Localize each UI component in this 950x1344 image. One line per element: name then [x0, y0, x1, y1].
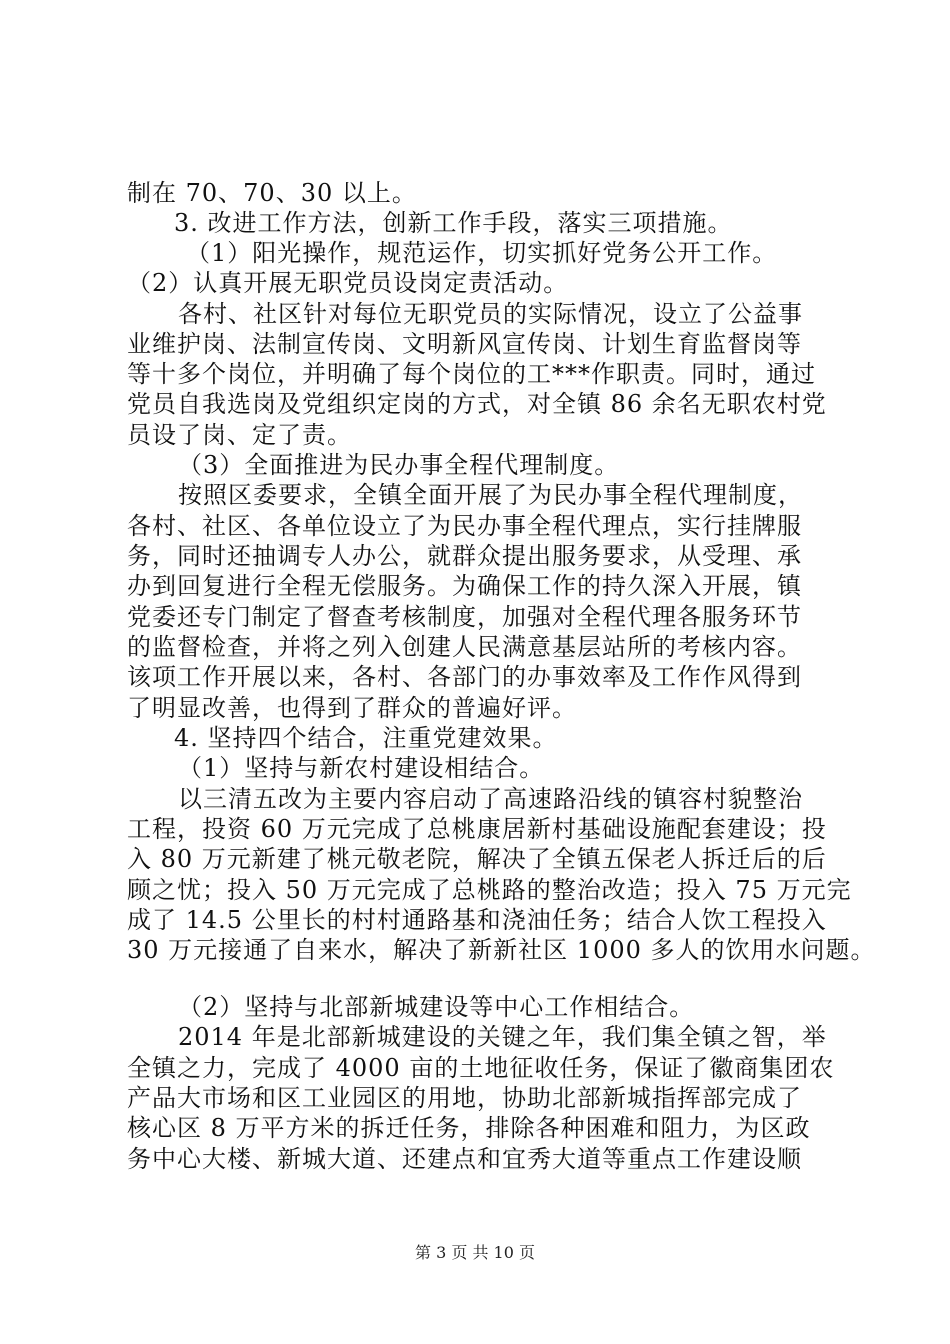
paragraph-line: 工程，投资 60 万元完成了总桃康居新村基础设施配套建设；投: [127, 815, 827, 843]
paragraph-line: 了明显改善，也得到了群众的普遍好评。: [127, 694, 577, 722]
paragraph-line: 各村、社区针对每位无职党员的实际情况，设立了公益事: [178, 300, 803, 328]
paragraph-line: 产品大市场和区工业园区的用地，协助北部新城指挥部完成了: [127, 1084, 802, 1112]
subsection-heading-3: （3）全面推进为民办事全程代理制度。: [178, 451, 620, 479]
section-heading-3: 3. 改进工作方法，创新工作手段，落实三项措施。: [174, 209, 733, 237]
paragraph-line: 办到回复进行全程无偿服务。为确保工作的持久深入开展，镇: [127, 572, 802, 600]
paragraph-line: 以三清五改为主要内容启动了高速路沿线的镇容村貌整治: [178, 785, 803, 813]
subsection-heading-1b: （1）坚持与新农村建设相结合。: [178, 754, 545, 782]
page-number-footer: 第 3 页 共 10 页: [415, 1243, 535, 1262]
paragraph-line: 成了 14.5 公里长的村村通路基和浇油任务；结合人饮工程投入: [127, 906, 827, 934]
paragraph-line: 员设了岗、定了责。: [127, 421, 352, 449]
paragraph-line: 等十多个岗位，并明确了每个岗位的工***作职责。同时，通过: [127, 360, 816, 388]
paragraph-line: 核心区 8 万平方米的拆迁任务，排除各种困难和阻力，为区政: [127, 1114, 811, 1142]
subsection-heading-2: （2）认真开展无职党员设岗定责活动。: [127, 269, 569, 297]
paragraph-line: 该项工作开展以来，各村、各部门的办事效率及工作作风得到: [127, 663, 802, 691]
paragraph-line: 2014 年是北部新城建设的关键之年，我们集全镇之智，举: [178, 1023, 827, 1051]
paragraph-line: 全镇之力，完成了 4000 亩的土地征收任务，保证了徽商集团农: [127, 1054, 835, 1082]
paragraph-line: 30 万元接通了自来水，解决了新新社区 1000 多人的饮用水问题。: [127, 936, 876, 964]
subsection-heading-1: （1）阳光操作，规范运作，切实抓好党务公开工作。: [186, 239, 778, 267]
paragraph-line: 务中心大楼、新城大道、还建点和宜秀大道等重点工作建设顺: [127, 1145, 802, 1173]
section-heading-4: 4. 坚持四个结合，注重党建效果。: [174, 724, 558, 752]
paragraph-line: 务，同时还抽调专人办公，就群众提出服务要求，从受理、承: [127, 542, 802, 570]
paragraph-line: 党委还专门制定了督查考核制度，加强对全程代理各服务环节: [127, 603, 802, 631]
paragraph-line: 各村、社区、各单位设立了为民办事全程代理点，实行挂牌服: [127, 512, 802, 540]
paragraph-line: 顾之忧；投入 50 万元完成了总桃路的整治改造；投入 75 万元完: [127, 876, 852, 904]
paragraph-line: 党员自我选岗及党组织定岗的方式，对全镇 86 余名无职农村党: [127, 390, 827, 418]
subsection-heading-2b: （2）坚持与北部新城建设等中心工作相结合。: [178, 993, 695, 1021]
text-line-1: 制在 70、70、30 以上。: [127, 179, 417, 207]
paragraph-line: 按照区委要求，全镇全面开展了为民办事全程代理制度，: [178, 481, 803, 509]
paragraph-line: 入 80 万元新建了桃元敬老院，解决了全镇五保老人拆迁后的后: [127, 845, 827, 873]
paragraph-line: 的监督检查，并将之列入创建人民满意基层站所的考核内容。: [127, 633, 802, 661]
paragraph-line: 业维护岗、法制宣传岗、文明新风宣传岗、计划生育监督岗等: [127, 330, 802, 358]
